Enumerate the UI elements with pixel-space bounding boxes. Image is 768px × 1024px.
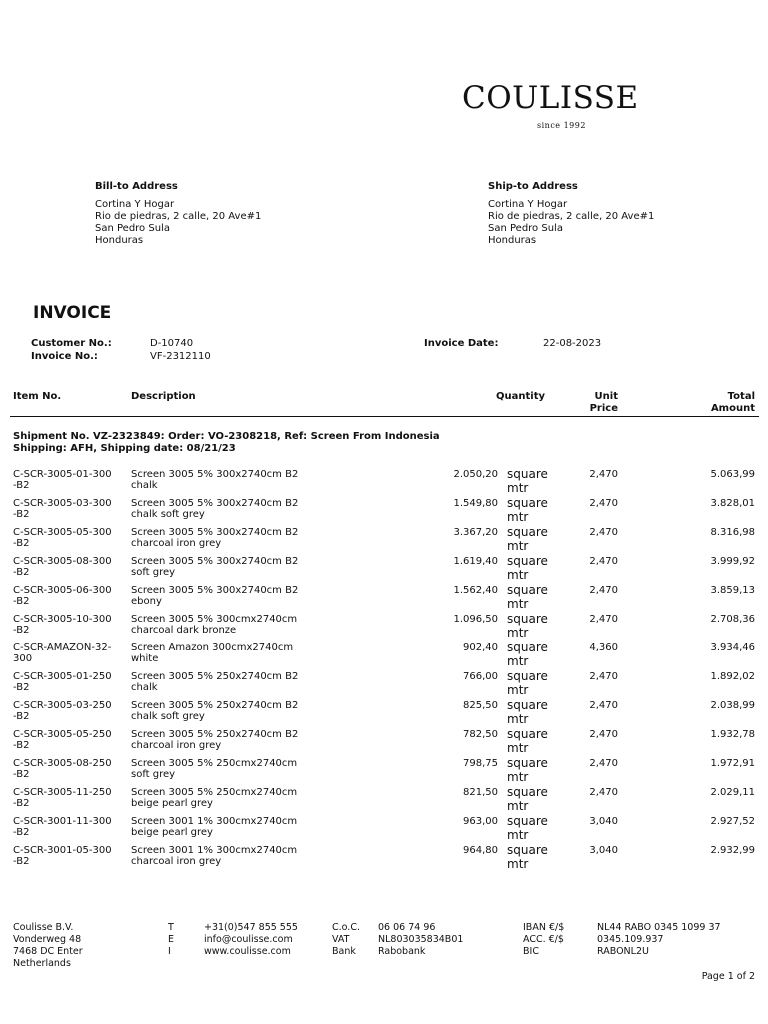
item-number (13, 469, 129, 491)
item-total-line: 8.316,98 (710, 526, 755, 538)
item-number (13, 729, 129, 751)
footer-acc: 0345.109.937 (597, 934, 664, 945)
item-unit (507, 843, 548, 871)
item-unit-price-line: 2,470 (589, 469, 618, 480)
ship-to-address (488, 181, 654, 247)
item-number-line: -B2 (13, 595, 30, 607)
item-quantity-line: 821,50 (463, 786, 498, 798)
item-unit-price-line: 4,360 (589, 642, 618, 654)
item-number-line: C-SCR-3001-11-300 (13, 815, 112, 827)
item-description-line: Screen 3005 5% 250cmx2740cm (131, 758, 298, 769)
item-unit-line: mtr (507, 625, 529, 640)
item-description-line: charcoal dark bronze (131, 624, 237, 636)
item-total (650, 585, 755, 596)
col-header-total-line: Amount (710, 403, 755, 414)
item-total-line: 2.932,99 (710, 844, 755, 856)
item-quantity-line: 1.549,80 (453, 497, 498, 509)
item-description (131, 642, 331, 664)
item-number (13, 816, 129, 838)
item-number-line: C-SCR-3005-05-250 (13, 729, 112, 741)
item-description (131, 700, 331, 722)
footer-reg-key: C.o.C. (332, 922, 360, 933)
footer-email: info@coulisse.com (204, 934, 293, 945)
item-unit (507, 640, 548, 668)
footer-bank-values (597, 922, 721, 958)
invoice-no-label: Invoice No.: (31, 351, 98, 362)
header-divider (10, 416, 759, 417)
table-row (0, 611, 768, 643)
item-description-line: Screen 3005 5% 300x2740cm B2 (131, 526, 299, 538)
table-row (0, 671, 768, 700)
item-total (650, 816, 755, 827)
item-description-line: chalk (131, 480, 158, 491)
item-description-line: Screen 3005 5% 250cmx2740cm (131, 786, 298, 798)
item-description-line: Screen 3001 1% 300cmx2740cm (131, 815, 298, 827)
item-number-line: -B2 (13, 797, 30, 809)
footer-bank: Rabobank (378, 946, 426, 957)
item-description (131, 845, 331, 867)
item-unit-price-line: 2,470 (589, 786, 618, 798)
item-unit-line: square (507, 582, 548, 597)
item-total (650, 498, 755, 509)
item-unit-line: mtr (507, 712, 529, 727)
item-number-line: -B2 (13, 826, 30, 838)
item-number-line: -B2 (13, 624, 30, 636)
item-description-line: Screen 3005 5% 250x2740cm B2 (131, 729, 299, 741)
footer-bank-keys (523, 922, 564, 958)
item-number (13, 527, 129, 549)
item-unit-price-line: 2,470 (589, 526, 618, 538)
item-total-line: 5.063,99 (710, 469, 755, 480)
footer-vat: NL803035834B01 (378, 934, 464, 945)
item-number (13, 585, 129, 607)
item-unit-line: square (507, 813, 548, 828)
item-unit (507, 554, 548, 582)
item-quantity-line: 964,80 (463, 844, 498, 856)
item-description (131, 498, 331, 520)
item-unit-price (560, 469, 618, 480)
item-unit-line: square (507, 756, 548, 770)
item-description-line: Screen 3005 5% 300cmx2740cm (131, 613, 298, 625)
item-quantity (380, 671, 498, 682)
item-unit-price-line: 3,040 (589, 844, 618, 856)
item-unit-line: mtr (507, 509, 529, 524)
item-description-line: soft grey (131, 566, 176, 578)
item-number-line: C-SCR-3005-08-300 (13, 555, 112, 567)
col-header-total-line: Total (727, 391, 755, 402)
item-quantity (380, 642, 498, 653)
item-unit-line: square (507, 842, 548, 857)
footer-bank-key: ACC. €/$ (523, 934, 564, 945)
item-unit (507, 698, 548, 726)
footer-website: www.coulisse.com (204, 946, 291, 957)
item-unit (507, 496, 548, 524)
item-unit (507, 583, 548, 611)
item-description-line: charcoal iron grey (131, 855, 222, 867)
item-quantity (380, 614, 498, 625)
item-unit-price (560, 700, 618, 711)
item-total-line: 2.029,11 (710, 786, 755, 798)
item-total (650, 642, 755, 653)
item-number-line: -B2 (13, 537, 30, 549)
footer-contact-keys (168, 922, 174, 958)
item-description-line: charcoal iron grey (131, 740, 222, 752)
table-row (0, 729, 768, 758)
item-unit-price-line: 2,470 (589, 700, 618, 712)
item-number-line: C-SCR-3005-01-250 (13, 671, 112, 683)
ship-to-line: Honduras (488, 235, 537, 246)
item-unit-line: mtr (507, 596, 529, 611)
item-number-line: -B2 (13, 855, 30, 867)
footer-iban: NL44 RABO 0345 1099 37 (597, 922, 721, 933)
item-total (650, 729, 755, 740)
item-number (13, 614, 129, 636)
col-header-total (650, 391, 755, 415)
item-quantity (380, 556, 498, 567)
item-description-line: chalk soft grey (131, 711, 205, 723)
page-number: Page 1 of 2 (701, 971, 755, 982)
table-row (0, 700, 768, 729)
table-row (0, 582, 768, 614)
footer-contact-key: T (168, 922, 174, 933)
item-description-line: Screen 3005 5% 250x2740cm B2 (131, 671, 299, 683)
table-row (0, 524, 768, 556)
item-total-line: 2.927,52 (710, 815, 755, 827)
footer-company-line: Netherlands (13, 958, 71, 969)
item-quantity-line: 1.619,40 (453, 555, 498, 567)
footer-reg-values (378, 922, 463, 958)
item-quantity (380, 758, 498, 769)
footer-bank-key: IBAN €/$ (523, 922, 565, 933)
ship-to-line: San Pedro Sula (488, 223, 563, 234)
item-number-line: C-SCR-3005-03-300 (13, 497, 112, 509)
table-row (0, 784, 768, 816)
item-description-line: beige pearl grey (131, 797, 213, 809)
item-number (13, 787, 129, 809)
item-unit (507, 814, 548, 842)
item-quantity-line: 1.562,40 (453, 584, 498, 596)
item-number (13, 556, 129, 578)
item-total (650, 671, 755, 682)
item-total (650, 527, 755, 538)
item-number-line: C-SCR-3005-03-250 (13, 700, 112, 712)
item-total (650, 614, 755, 625)
item-number (13, 671, 129, 693)
item-number-line: -B2 (13, 740, 30, 752)
item-description-line: Screen 3005 5% 300x2740cm B2 (131, 497, 299, 509)
table-row (0, 813, 768, 845)
item-unit-line: square (507, 553, 548, 568)
item-quantity (380, 469, 498, 480)
item-unit (507, 756, 548, 784)
item-description (131, 614, 331, 636)
item-total (650, 469, 755, 480)
bill-to-address (95, 181, 261, 247)
item-description-line: beige pearl grey (131, 826, 213, 838)
footer-bank-key: BIC (523, 946, 539, 957)
item-number-line: C-SCR-AMAZON-32- (13, 642, 112, 654)
item-unit-line: mtr (507, 856, 529, 871)
item-unit-line: mtr (507, 538, 529, 553)
item-unit-line: mtr (507, 827, 529, 842)
item-description-line: white (131, 653, 159, 665)
footer-reg-key: VAT (332, 934, 350, 945)
brand-tagline: since 1992 (537, 121, 586, 130)
item-unit-line: mtr (507, 798, 529, 813)
item-description (131, 816, 331, 838)
item-unit-price (560, 556, 618, 567)
item-quantity-line: 1.096,50 (453, 613, 498, 625)
item-unit-price (560, 845, 618, 856)
item-unit (507, 467, 548, 495)
item-unit-price (560, 787, 618, 798)
shipment-line: Shipment No. VZ-2323849: Order: VO-2308218, Ref: Screen From Indonesia (13, 431, 440, 442)
item-number-line: 300 (13, 653, 33, 665)
item-total-line: 2.038,99 (710, 700, 755, 712)
footer-bic: RABONL2U (597, 946, 649, 957)
item-quantity-line: 766,00 (463, 671, 498, 683)
item-total (650, 845, 755, 856)
item-description-line: chalk (131, 682, 158, 694)
footer-company-line: 7468 DC Enter (13, 946, 83, 957)
item-quantity-line: 963,00 (463, 815, 498, 827)
item-unit-line: square (507, 784, 548, 799)
bill-to-line: Honduras (95, 235, 144, 246)
brand-logo: COULISSE (462, 80, 639, 116)
col-header-item: Item No. (13, 391, 62, 402)
item-number-line: C-SCR-3005-01-300 (13, 469, 112, 480)
item-unit (507, 669, 548, 697)
invoice-date-value: 22-08-2023 (543, 338, 602, 349)
footer-coc: 06 06 74 96 (378, 922, 436, 933)
item-unit (507, 727, 548, 755)
footer-contact-key: E (168, 934, 175, 945)
item-number (13, 498, 129, 520)
item-unit-line: square (507, 495, 548, 510)
item-total (650, 787, 755, 798)
item-unit-price (560, 614, 618, 625)
item-total-line: 3.934,46 (710, 642, 755, 654)
item-unit-line: square (507, 698, 548, 713)
item-total-line: 3.828,01 (710, 497, 755, 509)
item-total-line: 1.892,02 (710, 671, 755, 683)
item-number-line: -B2 (13, 566, 30, 578)
item-unit (507, 612, 548, 640)
item-quantity (380, 729, 498, 740)
invoice-date-label: Invoice Date: (424, 338, 499, 349)
item-total (650, 758, 755, 769)
item-description-line: ebony (131, 595, 162, 607)
item-number-line: C-SCR-3001-05-300 (13, 844, 112, 856)
bill-to-line: Cortina Y Hogar (95, 199, 175, 210)
item-number-line: C-SCR-3005-06-300 (13, 584, 112, 596)
item-unit (507, 785, 548, 813)
item-description-line: chalk soft grey (131, 508, 205, 520)
item-total-line: 2.708,36 (710, 613, 755, 625)
item-unit-price (560, 671, 618, 682)
item-unit-price-line: 2,470 (589, 729, 618, 741)
item-description (131, 585, 331, 607)
item-unit-line: square (507, 524, 548, 539)
item-description-line: soft grey (131, 769, 176, 780)
shipment-info (13, 431, 440, 455)
item-quantity (380, 816, 498, 827)
item-unit-price (560, 527, 618, 538)
bill-to-heading: Bill-to Address (95, 181, 178, 192)
item-number-line: -B2 (13, 711, 30, 723)
item-quantity (380, 845, 498, 856)
item-description-line: charcoal iron grey (131, 537, 222, 549)
item-number-line: -B2 (13, 682, 30, 694)
footer-reg-key: Bank (332, 946, 356, 957)
item-number-line: -B2 (13, 480, 30, 491)
item-quantity-line: 798,75 (463, 758, 498, 769)
item-number-line: C-SCR-3005-05-300 (13, 526, 112, 538)
invoice-no-value: VF-2312110 (150, 351, 211, 362)
item-number-line: C-SCR-3005-10-300 (13, 613, 112, 625)
item-total-line: 3.999,92 (710, 555, 755, 567)
item-quantity-line: 825,50 (463, 700, 498, 712)
table-row (0, 469, 768, 498)
footer-company-line: Coulisse B.V. (13, 922, 74, 933)
item-description-line: Screen 3005 5% 300x2740cm B2 (131, 555, 299, 567)
item-quantity-line: 902,40 (463, 642, 498, 654)
item-number-line: C-SCR-3005-08-250 (13, 758, 112, 769)
item-unit-price-line: 2,470 (589, 758, 618, 769)
item-unit-price (560, 498, 618, 509)
item-quantity-line: 3.367,20 (453, 526, 498, 538)
footer-phone: +31(0)547 855 555 (204, 922, 298, 933)
item-quantity (380, 527, 498, 538)
item-quantity (380, 787, 498, 798)
item-unit-price (560, 758, 618, 769)
bill-to-line: San Pedro Sula (95, 223, 170, 234)
footer-contact-key: I (168, 946, 171, 957)
item-quantity (380, 585, 498, 596)
table-row (0, 642, 768, 671)
item-unit-line: mtr (507, 481, 529, 495)
item-total-line: 1.932,78 (710, 729, 755, 741)
item-unit-price-line: 2,470 (589, 555, 618, 567)
item-description-line: Screen 3005 5% 300x2740cm B2 (131, 584, 299, 596)
table-row (0, 758, 768, 787)
item-unit-line: square (507, 467, 548, 481)
item-unit-line: square (507, 611, 548, 626)
ship-to-line: Cortina Y Hogar (488, 199, 568, 210)
footer-contact-values (204, 922, 298, 958)
item-unit-price (560, 642, 618, 653)
item-number (13, 758, 129, 780)
item-unit-price-line: 2,470 (589, 497, 618, 509)
col-header-quantity: Quantity (496, 391, 545, 402)
item-unit-price-line: 2,470 (589, 671, 618, 683)
table-row (0, 553, 768, 585)
item-description-line: Screen 3005 5% 250x2740cm B2 (131, 700, 299, 712)
item-unit-price-line: 2,470 (589, 584, 618, 596)
footer-company-line: Vonderweg 48 (13, 934, 82, 945)
col-header-description: Description (131, 391, 196, 402)
item-unit-line: mtr (507, 770, 529, 784)
item-number (13, 700, 129, 722)
table-row (0, 495, 768, 527)
item-unit-line: mtr (507, 567, 529, 582)
item-description (131, 787, 331, 809)
footer-reg-keys (332, 922, 360, 958)
footer-company (13, 922, 83, 970)
item-description-line: Screen 3001 1% 300cmx2740cm (131, 844, 298, 856)
ship-to-line: Rio de piedras, 2 calle, 20 Ave#1 (488, 211, 655, 222)
item-quantity-line: 2.050,20 (453, 469, 498, 480)
item-number (13, 845, 129, 867)
customer-no-value: D-10740 (150, 338, 194, 349)
item-unit-line: mtr (507, 683, 529, 698)
item-description-line: Screen Amazon 300cmx2740cm (131, 642, 294, 654)
item-unit-line: mtr (507, 741, 529, 756)
item-unit (507, 525, 548, 553)
item-number-line: -B2 (13, 508, 30, 520)
item-description (131, 671, 331, 693)
bill-to-line: Rio de piedras, 2 calle, 20 Ave#1 (95, 211, 262, 222)
item-unit-price (560, 729, 618, 740)
item-total (650, 700, 755, 711)
document-title: INVOICE (33, 303, 112, 323)
item-unit-line: square (507, 669, 548, 684)
item-quantity (380, 498, 498, 509)
item-description-line: Screen 3005 5% 300x2740cm B2 (131, 469, 299, 480)
item-unit-price-line: 3,040 (589, 815, 618, 827)
table-row (0, 842, 768, 874)
item-unit-line: mtr (507, 654, 529, 669)
item-unit-line: square (507, 640, 548, 655)
item-unit-price (560, 816, 618, 827)
ship-to-heading: Ship-to Address (488, 181, 578, 192)
item-number-line: -B2 (13, 769, 30, 780)
customer-no-label: Customer No.: (31, 338, 112, 349)
item-total-line: 3.859,13 (710, 584, 755, 596)
item-total (650, 556, 755, 567)
item-unit-line: square (507, 727, 548, 742)
item-quantity-line: 782,50 (463, 729, 498, 741)
col-header-unit-price (560, 391, 618, 415)
item-unit-price (560, 585, 618, 596)
item-unit-price-line: 2,470 (589, 613, 618, 625)
item-description (131, 758, 331, 780)
item-total-line: 1.972,91 (710, 758, 755, 769)
item-description (131, 729, 331, 751)
item-description (131, 556, 331, 578)
item-number-line: C-SCR-3005-11-250 (13, 786, 112, 798)
item-quantity (380, 700, 498, 711)
shipment-line: Shipping: AFH, Shipping date: 08/21/23 (13, 443, 236, 454)
item-number (13, 642, 129, 664)
col-header-unit-price-line: Price (589, 403, 618, 414)
col-header-unit-price-line: Unit (594, 391, 618, 402)
item-description (131, 469, 331, 491)
item-description (131, 527, 331, 549)
